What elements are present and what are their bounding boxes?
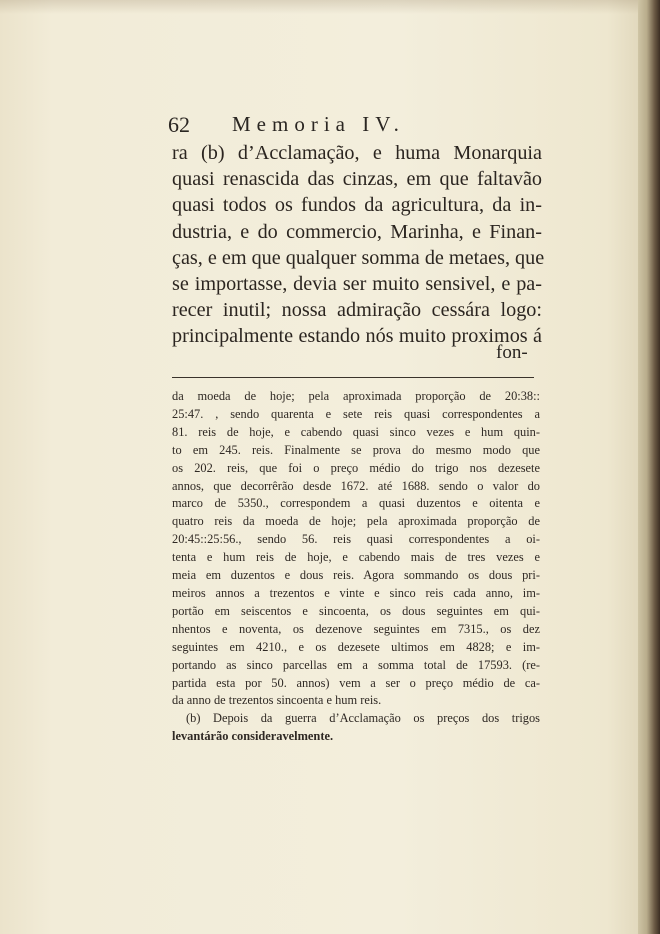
footnote-b-line: levantárão consideravelmente. (172, 729, 334, 744)
footnote-line: quatro reis da moeda de hoje; pela aproximada proporção de (172, 514, 540, 529)
text-line: ra (b) d’Acclamação, e huma Monarquia (172, 142, 542, 164)
main-text (172, 140, 545, 350)
footnote-line: 20:45::25:56., sendo 56. reis quasi correspondentes a oi- (172, 532, 540, 547)
text-line: quasi todos os fundos da agricultura, da in- (172, 194, 542, 217)
footnote-b-line: (b) Depois da guerra d’Acclamação os preços dos trigos (186, 711, 540, 726)
footnote-line: nhentos e noventa, os dezenove seguintes em 7315., os dez (172, 621, 540, 636)
text-line: principalmente estando nós muito proximos á (172, 325, 542, 348)
footnote-line: to em 245. reis. Finalmente se prova do mesmo modo que (172, 442, 540, 457)
footnote-line: 25:47. , sendo quarenta e sete reis quasi correspondentes a (172, 406, 540, 421)
page-number: 62 (168, 112, 190, 137)
page-top-shadow (0, 0, 660, 14)
footnote-line: portando as sinco parcellas em a somma total de 17593. (re- (172, 657, 540, 672)
footnote-line: marco de 5350., correspondem a quasi duzentos e oitenta e (172, 496, 540, 511)
footnote-line: portão em seiscentos e sincoenta, os dous seguintes em qui- (172, 603, 540, 618)
footnote-line: os 202. reis, que foi o preço médio do trigo nos dezesete (172, 460, 540, 475)
text-line: dustria, e do commercio, Marinha, e Finan- (172, 220, 542, 243)
page-header (168, 112, 498, 142)
footnote-line: 81. reis de hoje, e cabendo quasi sinco vezes e hum quin- (172, 424, 540, 439)
footnote-line: da anno de trezentos sincoenta e hum reis. (172, 693, 382, 708)
catchword: fon- (496, 342, 528, 363)
text-line: se importasse, devia ser muito sensivel, e pa- (172, 273, 542, 296)
footnote-line: partida esta por 50. annos) vem a ser o preço médio de ca- (172, 675, 540, 690)
text-line: quasi renascida das cinzas, em que faltavão (172, 168, 542, 191)
footnote-line: tenta e hum reis de hoje, e cabendo mais de tres vezes e (172, 550, 540, 565)
footnote-line: meia em duzentos e dous reis. Agora sommando os dous pri- (172, 568, 540, 583)
footnote-line: seguintes em 4210., e os dezesete ultimos em 4828; e im- (172, 639, 540, 654)
book-spine-edge (638, 0, 660, 934)
footnotes (172, 388, 540, 746)
footnote-line: meiros annos a trezentos e vinte e sinco reis cada anno, im- (172, 585, 540, 600)
text-line: recer inutil; nossa admiração cessára logo: (172, 299, 542, 322)
running-title: Memoria IV. (232, 112, 405, 136)
footnote-divider (172, 377, 534, 378)
footnote-line: annos, que decorrêrão desde 1672. até 1688. sendo o valor do (172, 478, 540, 493)
footnote-line: da moeda de hoje; pela aproximada proporção de 20:38:: (172, 389, 540, 403)
text-line: ças, e em que qualquer somma de metaes, que (172, 246, 545, 269)
